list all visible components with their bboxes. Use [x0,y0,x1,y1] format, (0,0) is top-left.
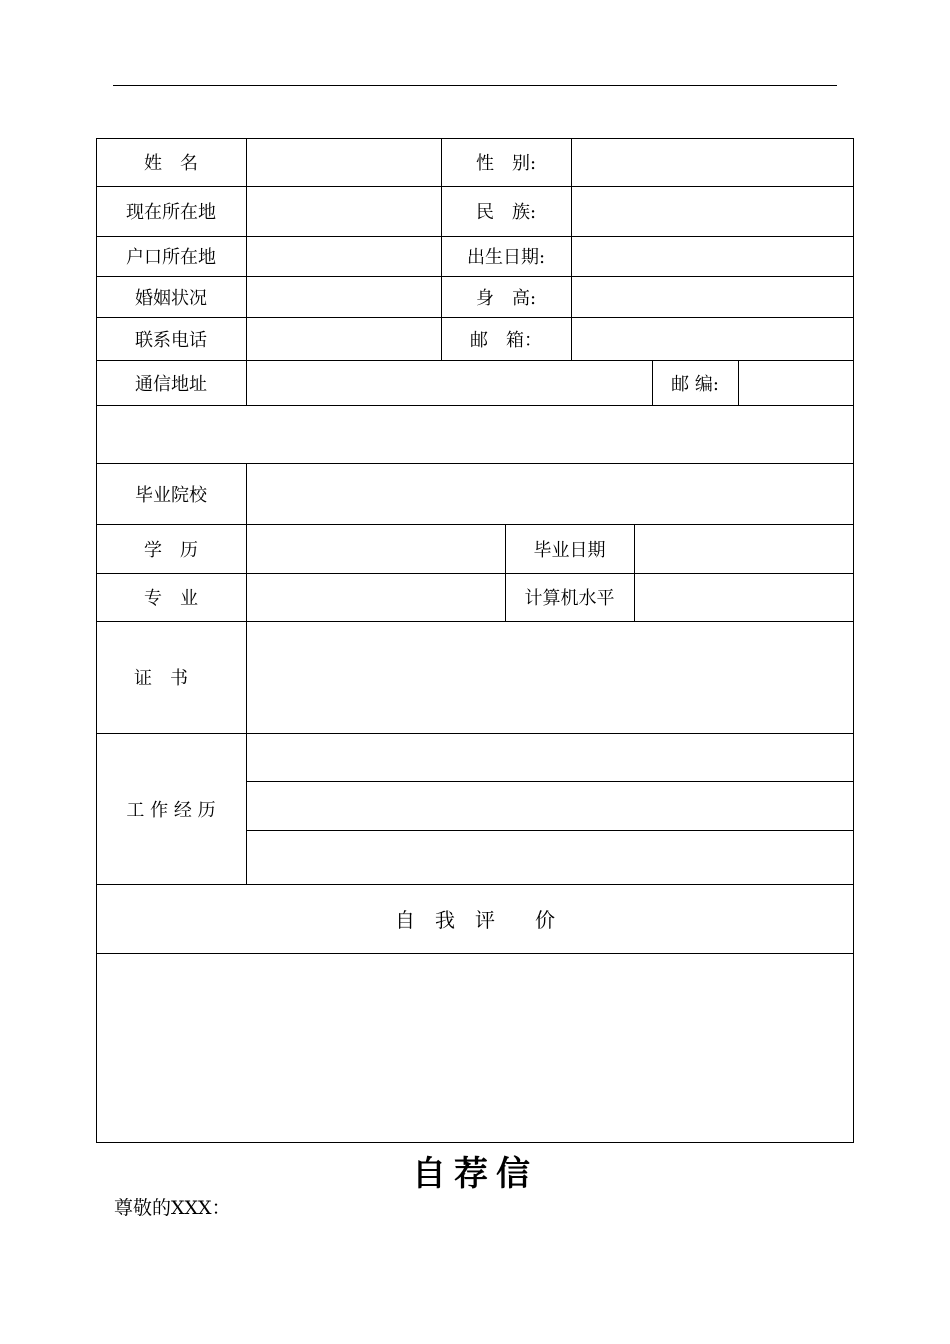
address-label: 通信地址 [135,373,207,395]
hukou-label: 户口所在地 [126,247,216,268]
ethnicity-label: 民 族: [475,202,537,223]
grad-date-field[interactable] [634,524,854,573]
phone-field[interactable] [246,317,441,360]
school-label: 毕业院校 [135,484,207,506]
email-field[interactable] [571,317,854,360]
blank-row[interactable] [96,405,854,463]
major-label: 专 业 [144,588,198,609]
ethnicity-field[interactable] [571,186,854,236]
letter-greeting: 尊敬的XXX： [114,1197,231,1219]
birth-date-field[interactable] [571,236,854,276]
work-field-3[interactable] [246,830,854,884]
school-field[interactable] [246,463,854,524]
current-location-label: 现在所在地 [126,202,216,223]
education-label: 学 历 [144,539,198,561]
email-label: 邮 箱： [470,329,542,351]
address-field[interactable] [246,360,652,405]
postcode-field[interactable] [738,360,854,405]
postcode-label: 邮 编: [671,373,719,395]
height-field[interactable] [571,276,854,317]
self-eval-label: 自 我 评 价 [395,908,555,932]
hukou-field[interactable] [246,236,441,276]
phone-label: 联系电话 [135,329,207,351]
work-field-1[interactable] [246,733,854,781]
gender-field[interactable] [571,138,854,186]
certificate-label: 证 书 [134,668,188,689]
marital-field[interactable] [246,276,441,317]
name-field[interactable] [246,138,441,186]
gender-label: 性 别: [475,153,537,174]
major-field[interactable] [246,573,505,621]
letter-title: 自荐信 [412,1154,538,1194]
height-label: 身 高: [475,287,537,309]
birth-date-label: 出生日期: [466,247,546,268]
grad-date-label: 毕业日期 [533,539,606,561]
header-rule [113,85,837,86]
certificate-field[interactable] [246,621,854,733]
current-location-field[interactable] [246,186,441,236]
work-field-2[interactable] [246,781,854,830]
marital-label: 婚姻状况 [135,287,207,309]
computer-field[interactable] [634,573,854,621]
computer-label: 计算机水平 [524,588,615,609]
self-eval-field[interactable] [96,953,854,1143]
education-field[interactable] [246,524,505,573]
name-label: 姓 名 [144,153,198,174]
work-label: 工 作 经 历 [126,799,216,821]
